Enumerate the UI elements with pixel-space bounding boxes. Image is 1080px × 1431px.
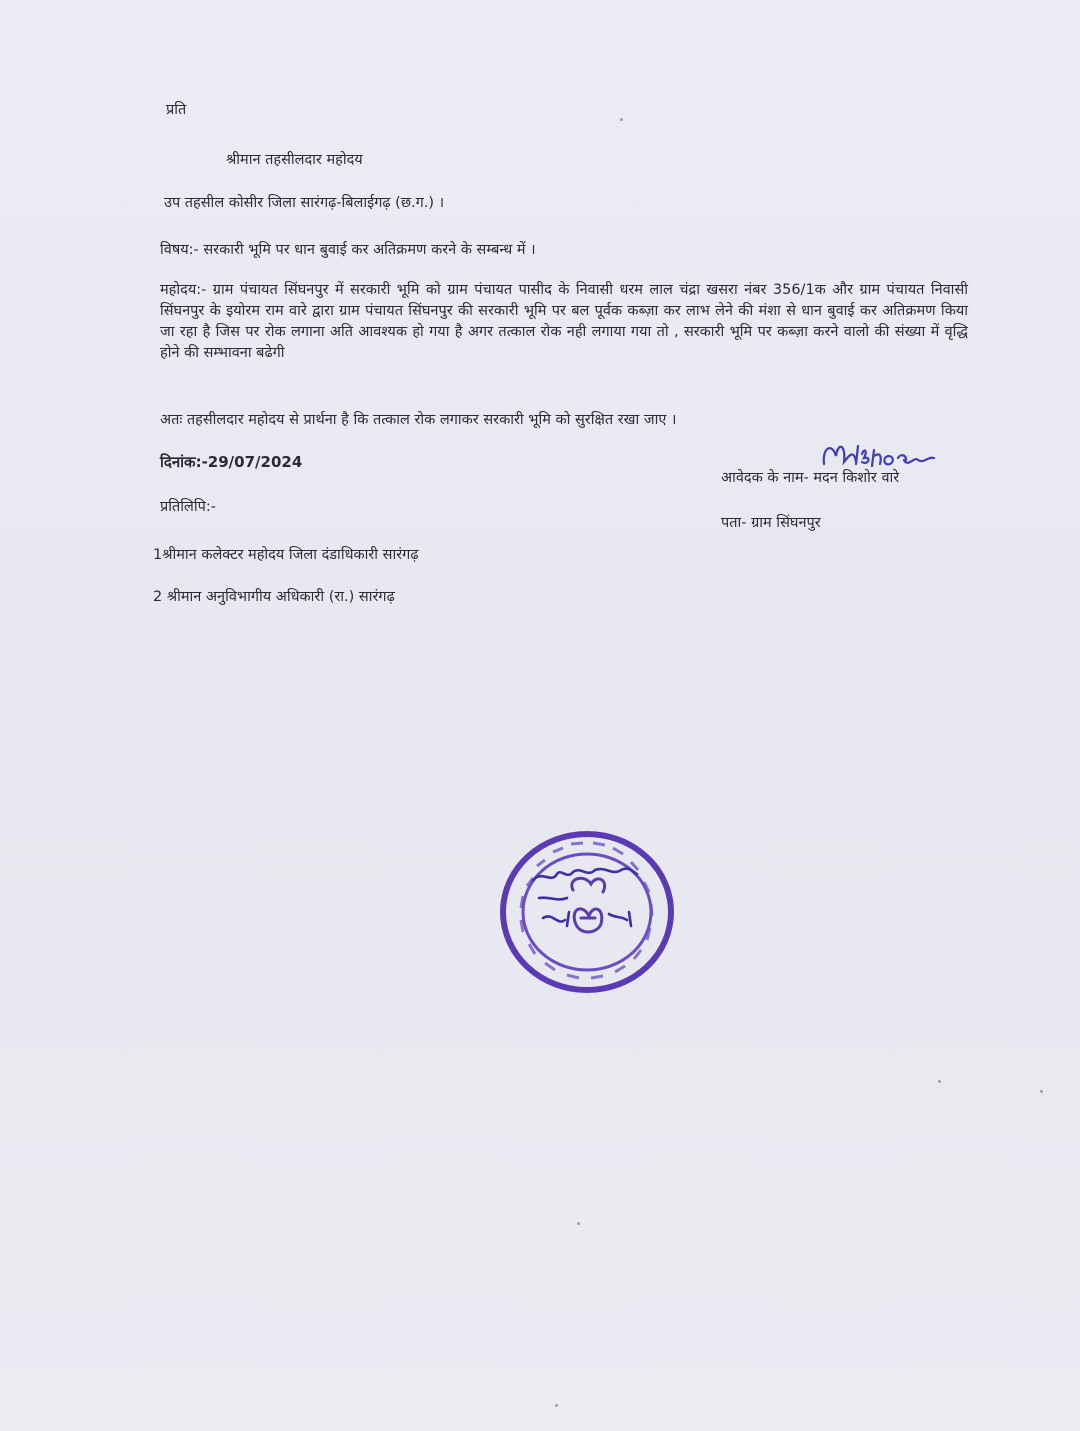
paper-speck (620, 118, 623, 121)
paper-speck (577, 1222, 580, 1225)
office-address: उप तहसील कोसीर जिला सारंगढ़-बिलाईगढ़ (छ.ग.) । (164, 195, 445, 211)
paper-speck (938, 1080, 941, 1083)
addressee: श्रीमान तहसीलदार महोदय (226, 152, 363, 168)
copy-item-1: 1श्रीमान कलेक्टर महोदय जिला दंडाधिकारी सारंगढ़ (153, 547, 419, 563)
office-seal-stamp (497, 826, 677, 996)
date-line: दिनांक:-29/07/2024 (160, 453, 303, 471)
applicant-name: आवेदक के नाम- मदन किशोर वारे (721, 470, 900, 486)
paper-speck (555, 1404, 558, 1407)
copy-heading: प्रतिलिपि:- (160, 499, 216, 515)
applicant-address: पता- ग्राम सिंघनपुर (721, 515, 821, 531)
copy-item-2: 2 श्रीमान अनुविभागीय अधिकारी (रा.) सारंगढ़ (153, 589, 395, 605)
subject-line: विषय:- सरकारी भूमि पर धान बुवाई कर अतिक्रमण करने के सम्बन्ध में । (160, 242, 536, 258)
paper-speck (1040, 1090, 1043, 1093)
to-prefix: प्रति (166, 102, 187, 118)
request-line: अतः तहसीलदार महोदय से प्रार्थना है कि तत्काल रोक लगाकर सरकारी भूमि को सुरक्षित रखा जाए । (160, 412, 677, 428)
letter-body: महोदय:- ग्राम पंचायत सिंघनपुर में सरकारी भूमि को ग्राम पंचायत पासीद के निवासी धरम लाल चंद्रा खसरा नंबर 356/1क और ग्राम पंचायत निवासी सिंघनपुर के इयोरम राम वारे द्वारा ग्राम पंचायत सिंघनपुर की सरकारी भूमि पर बल पूर्वक कब्ज़ा कर लाभ लेने की मंशा से धान बुवाई कर अतिक्रमण किया जा रहा है जिस पर रोक लगाना अति आवश्यक हो गया है अगर तत्काल रोक नही लगाया गया तो , सरकारी भूमि पर कब्ज़ा करने वालो की संख्या में वृद्धि होने की सम्भावना बढेगी (160, 282, 968, 361)
